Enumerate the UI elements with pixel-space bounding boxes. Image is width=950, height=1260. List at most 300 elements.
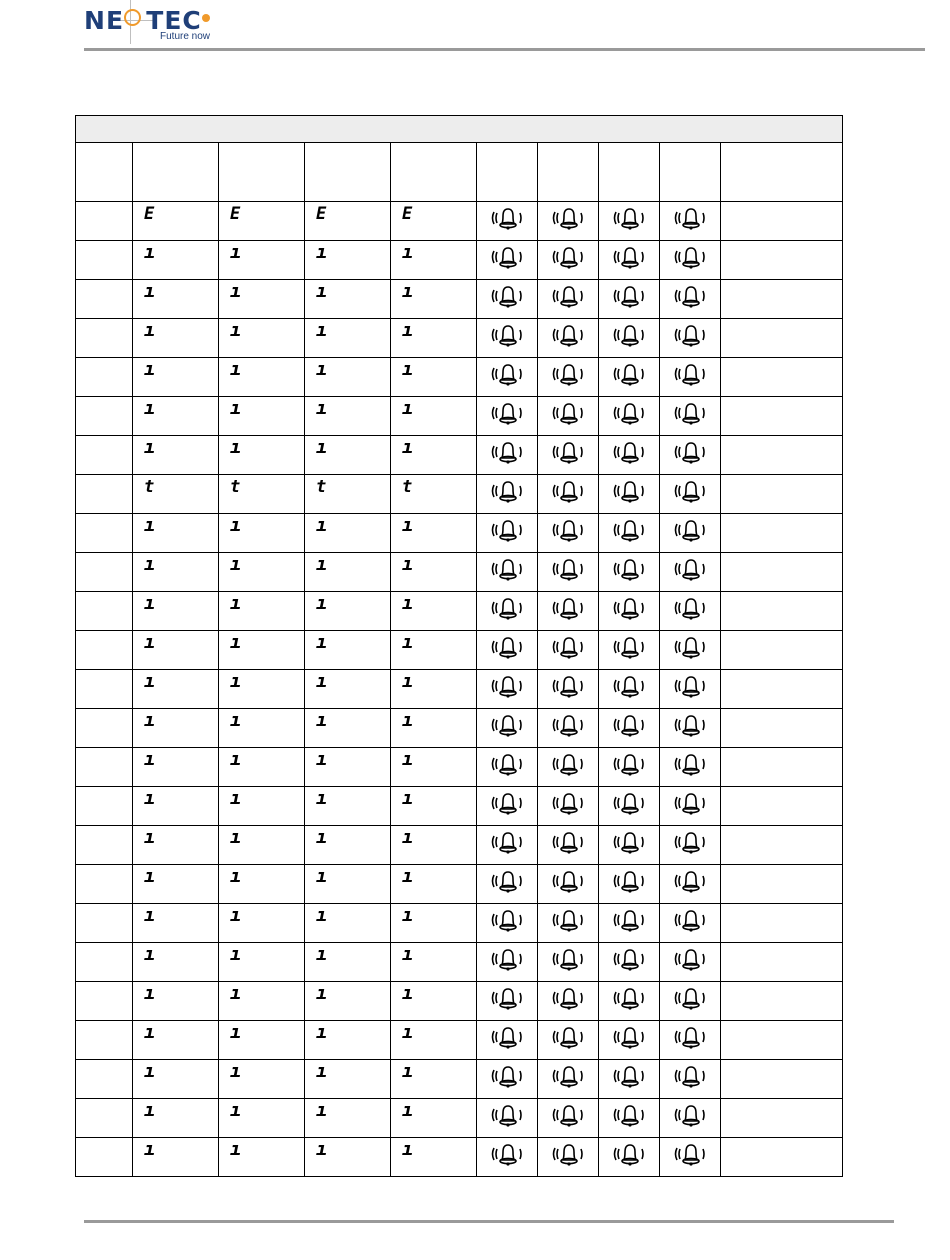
ringing-bell-icon xyxy=(673,829,707,855)
digit-cell xyxy=(219,202,305,241)
digit-cell xyxy=(305,592,391,631)
segment-digit: ı xyxy=(144,514,156,536)
bell-cell xyxy=(477,1060,538,1099)
bell-cell xyxy=(538,514,599,553)
row-label-cell xyxy=(76,904,133,943)
table-row xyxy=(76,982,843,1021)
bell-cell xyxy=(477,865,538,904)
row-label-cell xyxy=(76,1021,133,1060)
segment-digit: ı xyxy=(230,748,242,770)
ringing-bell-icon xyxy=(673,1063,707,1089)
table-row xyxy=(76,358,843,397)
segment-digit: E xyxy=(230,204,241,224)
digit-cell xyxy=(391,787,477,826)
digit-cell xyxy=(219,826,305,865)
bell-cell xyxy=(477,358,538,397)
row-label-cell xyxy=(76,553,133,592)
table-row xyxy=(76,748,843,787)
row-label-cell xyxy=(76,1060,133,1099)
row-label-cell xyxy=(76,280,133,319)
digit-cell xyxy=(133,1099,219,1138)
bell-cell xyxy=(538,1021,599,1060)
digit-cell xyxy=(133,865,219,904)
ringing-bell-icon xyxy=(673,595,707,621)
bell-cell xyxy=(538,1138,599,1177)
digit-cell xyxy=(391,436,477,475)
bell-cell xyxy=(538,280,599,319)
row-label-cell xyxy=(76,1099,133,1138)
bell-cell xyxy=(477,1021,538,1060)
digit-cell xyxy=(305,514,391,553)
bell-cell xyxy=(599,670,660,709)
header-cell xyxy=(305,143,391,202)
digit-cell xyxy=(219,904,305,943)
ringing-bell-icon xyxy=(551,790,585,816)
segment-digit: ı xyxy=(402,280,414,302)
notes-cell xyxy=(721,670,843,709)
ringing-bell-icon xyxy=(612,673,646,699)
header-cell xyxy=(477,143,538,202)
segment-digit: ı xyxy=(230,319,242,341)
bell-cell xyxy=(660,748,721,787)
digit-cell xyxy=(305,631,391,670)
segment-digit: ı xyxy=(144,709,156,731)
table-row xyxy=(76,1060,843,1099)
digit-cell xyxy=(133,358,219,397)
bell-cell xyxy=(660,826,721,865)
digit-cell xyxy=(391,319,477,358)
segment-digit: ı xyxy=(230,1021,242,1043)
digit-cell xyxy=(133,982,219,1021)
segment-digit: ı xyxy=(316,982,328,1004)
ringing-bell-icon xyxy=(490,751,524,777)
segment-digit: ı xyxy=(316,1021,328,1043)
ringing-bell-icon xyxy=(551,829,585,855)
digit-cell xyxy=(133,631,219,670)
ringing-bell-icon xyxy=(490,361,524,387)
bell-cell xyxy=(599,826,660,865)
notes-cell xyxy=(721,1099,843,1138)
notes-cell xyxy=(721,280,843,319)
digit-cell xyxy=(133,592,219,631)
segment-digit: ı xyxy=(144,748,156,770)
digit-cell xyxy=(219,709,305,748)
ringing-bell-icon xyxy=(612,868,646,894)
segment-digit: ı xyxy=(144,553,156,575)
digit-cell xyxy=(133,475,219,514)
ringing-bell-icon xyxy=(612,556,646,582)
bell-cell xyxy=(477,670,538,709)
segment-digit: ı xyxy=(144,241,156,263)
ringing-bell-icon xyxy=(490,400,524,426)
bell-cell xyxy=(599,397,660,436)
digit-cell xyxy=(391,670,477,709)
digit-cell xyxy=(391,631,477,670)
table-row xyxy=(76,202,843,241)
bell-cell xyxy=(660,280,721,319)
header-cell xyxy=(391,143,477,202)
segment-digit: ı xyxy=(316,826,328,848)
segment-digit: t xyxy=(230,477,241,497)
notes-cell xyxy=(721,241,843,280)
segment-digit: ı xyxy=(316,787,328,809)
row-label-cell xyxy=(76,319,133,358)
digit-cell xyxy=(391,1138,477,1177)
ringing-bell-icon xyxy=(490,712,524,738)
ringing-bell-icon xyxy=(551,283,585,309)
header-cell xyxy=(133,143,219,202)
bell-cell xyxy=(660,1060,721,1099)
digit-cell xyxy=(305,397,391,436)
digit-cell xyxy=(219,514,305,553)
segment-digit: ı xyxy=(402,631,414,653)
segment-digit: ı xyxy=(144,280,156,302)
ringing-bell-icon xyxy=(551,556,585,582)
table-row xyxy=(76,436,843,475)
bell-cell xyxy=(538,631,599,670)
segment-digit: ı xyxy=(402,319,414,341)
segment-digit: ı xyxy=(316,553,328,575)
ringing-bell-icon xyxy=(673,400,707,426)
segment-digit: ı xyxy=(144,865,156,887)
bell-cell xyxy=(599,475,660,514)
digit-cell xyxy=(305,943,391,982)
ringing-bell-icon xyxy=(673,946,707,972)
ringing-bell-icon xyxy=(673,244,707,270)
bell-cell xyxy=(477,241,538,280)
bell-cell xyxy=(599,553,660,592)
digit-cell xyxy=(391,748,477,787)
digit-cell xyxy=(219,280,305,319)
table-row xyxy=(76,670,843,709)
digit-cell xyxy=(305,670,391,709)
bell-cell xyxy=(599,709,660,748)
digit-cell xyxy=(133,709,219,748)
ringing-bell-icon xyxy=(490,829,524,855)
bell-cell xyxy=(660,787,721,826)
table-row xyxy=(76,592,843,631)
bell-cell xyxy=(477,631,538,670)
digit-cell xyxy=(219,397,305,436)
digit-cell xyxy=(391,514,477,553)
digit-cell xyxy=(133,1060,219,1099)
bell-cell xyxy=(599,202,660,241)
segment-digit: ı xyxy=(316,280,328,302)
ringing-bell-icon xyxy=(612,829,646,855)
segment-digit: ı xyxy=(230,865,242,887)
bell-cell xyxy=(477,1138,538,1177)
segment-digit: ı xyxy=(144,1099,156,1121)
segment-digit: ı xyxy=(144,592,156,614)
bell-cell xyxy=(538,358,599,397)
bell-cell xyxy=(477,826,538,865)
segment-digit: ı xyxy=(402,982,414,1004)
ringing-bell-icon xyxy=(612,790,646,816)
bell-cell xyxy=(599,631,660,670)
ringing-bell-icon xyxy=(490,1063,524,1089)
bell-cell xyxy=(477,319,538,358)
ringing-bell-icon xyxy=(612,946,646,972)
ringing-bell-icon xyxy=(490,1141,524,1167)
digit-cell xyxy=(391,982,477,1021)
segment-digit: ı xyxy=(144,436,156,458)
digit-cell xyxy=(305,241,391,280)
bell-cell xyxy=(477,475,538,514)
ringing-bell-icon xyxy=(490,283,524,309)
bell-cell xyxy=(599,904,660,943)
ringing-bell-icon xyxy=(490,634,524,660)
digit-cell xyxy=(219,1060,305,1099)
digit-cell xyxy=(391,826,477,865)
digit-cell xyxy=(305,1021,391,1060)
segment-digit: ı xyxy=(230,397,242,419)
bell-cell xyxy=(660,592,721,631)
row-label-cell xyxy=(76,202,133,241)
ringing-bell-icon xyxy=(673,790,707,816)
table-row xyxy=(76,319,843,358)
bell-cell xyxy=(538,397,599,436)
digit-cell xyxy=(391,865,477,904)
ringing-bell-icon xyxy=(490,478,524,504)
ringing-bell-icon xyxy=(673,673,707,699)
digit-cell xyxy=(219,553,305,592)
ringing-bell-icon xyxy=(612,1024,646,1050)
table-row xyxy=(76,709,843,748)
bell-cell xyxy=(538,553,599,592)
ringing-bell-icon xyxy=(612,322,646,348)
notes-cell xyxy=(721,397,843,436)
ringing-bell-icon xyxy=(673,361,707,387)
segment-digit: ı xyxy=(316,943,328,965)
row-label-cell xyxy=(76,397,133,436)
ringing-bell-icon xyxy=(673,1102,707,1128)
ringing-bell-icon xyxy=(551,868,585,894)
bell-cell xyxy=(599,1099,660,1138)
digit-cell xyxy=(391,475,477,514)
header-cell xyxy=(219,143,305,202)
ringing-bell-icon xyxy=(490,790,524,816)
segment-digit: ı xyxy=(316,1099,328,1121)
notes-cell xyxy=(721,748,843,787)
segment-digit: ı xyxy=(316,1060,328,1082)
segment-digit: ı xyxy=(402,1021,414,1043)
table-row xyxy=(76,1021,843,1060)
ringing-bell-icon xyxy=(673,556,707,582)
ringing-bell-icon xyxy=(551,712,585,738)
ringing-bell-icon xyxy=(551,907,585,933)
ringing-bell-icon xyxy=(612,205,646,231)
digit-cell xyxy=(219,943,305,982)
digit-cell xyxy=(305,865,391,904)
segment-digit: ı xyxy=(144,982,156,1004)
ringing-bell-icon xyxy=(551,946,585,972)
segment-digit: ı xyxy=(402,865,414,887)
digit-cell xyxy=(391,358,477,397)
header-rule xyxy=(84,48,925,51)
digit-cell xyxy=(219,670,305,709)
segment-digit: ı xyxy=(316,436,328,458)
digit-cell xyxy=(133,319,219,358)
logo-tagline: Future now xyxy=(160,31,211,42)
segment-digit: ı xyxy=(144,631,156,653)
digit-cell xyxy=(305,787,391,826)
digit-cell xyxy=(219,631,305,670)
ringing-bell-icon xyxy=(673,985,707,1011)
bell-cell xyxy=(477,436,538,475)
ringing-bell-icon xyxy=(612,712,646,738)
segment-digit: ı xyxy=(144,1021,156,1043)
bell-cell xyxy=(599,1060,660,1099)
table-row xyxy=(76,553,843,592)
bell-cell xyxy=(599,319,660,358)
row-label-cell xyxy=(76,982,133,1021)
bell-cell xyxy=(660,397,721,436)
bell-cell xyxy=(599,514,660,553)
ringing-bell-icon xyxy=(490,1102,524,1128)
segment-digit: ı xyxy=(230,592,242,614)
ringing-bell-icon xyxy=(551,361,585,387)
digit-cell xyxy=(133,202,219,241)
bell-cell xyxy=(538,436,599,475)
bell-cell xyxy=(660,1099,721,1138)
segment-digit: ı xyxy=(230,826,242,848)
row-label-cell xyxy=(76,826,133,865)
row-label-cell xyxy=(76,631,133,670)
table-header-row xyxy=(76,143,843,202)
segment-digit: ı xyxy=(402,436,414,458)
digit-cell xyxy=(391,904,477,943)
segment-digit: ı xyxy=(316,397,328,419)
ringing-bell-icon xyxy=(612,361,646,387)
segment-digit: ı xyxy=(230,280,242,302)
bell-cell xyxy=(599,748,660,787)
segment-digit: ı xyxy=(402,826,414,848)
segment-digit: ı xyxy=(316,358,328,380)
bell-cell xyxy=(660,319,721,358)
ringing-bell-icon xyxy=(612,1063,646,1089)
digit-cell xyxy=(391,709,477,748)
digit-cell xyxy=(133,436,219,475)
ringing-bell-icon xyxy=(490,205,524,231)
segment-digit: ı xyxy=(402,670,414,692)
ringing-bell-icon xyxy=(490,1024,524,1050)
segment-digit: ı xyxy=(316,1138,328,1160)
ringing-bell-icon xyxy=(551,439,585,465)
ringing-bell-icon xyxy=(612,283,646,309)
ringing-bell-icon xyxy=(551,205,585,231)
bell-cell xyxy=(477,904,538,943)
digit-cell xyxy=(133,1021,219,1060)
segment-digit: E xyxy=(144,204,155,224)
table-row xyxy=(76,631,843,670)
table-title-row xyxy=(76,116,843,143)
ringing-bell-icon xyxy=(551,478,585,504)
bell-cell xyxy=(477,397,538,436)
segment-digit: ı xyxy=(316,709,328,731)
notes-cell xyxy=(721,904,843,943)
bell-cell xyxy=(660,241,721,280)
segment-digit: ı xyxy=(144,904,156,926)
notes-cell xyxy=(721,631,843,670)
segment-digit: ı xyxy=(316,904,328,926)
digit-cell xyxy=(391,397,477,436)
bell-cell xyxy=(538,787,599,826)
segment-digit: ı xyxy=(230,1060,242,1082)
bell-cell xyxy=(660,904,721,943)
segment-digit: ı xyxy=(402,904,414,926)
segment-digit: ı xyxy=(144,826,156,848)
segment-digit: ı xyxy=(144,358,156,380)
row-label-cell xyxy=(76,865,133,904)
digit-cell xyxy=(305,826,391,865)
segment-digit: ı xyxy=(144,787,156,809)
bell-cell xyxy=(477,943,538,982)
segment-digit: ı xyxy=(144,397,156,419)
ringing-bell-icon xyxy=(551,751,585,777)
bell-cell xyxy=(538,670,599,709)
segment-digit: ı xyxy=(144,1060,156,1082)
digit-cell xyxy=(219,1099,305,1138)
ringing-bell-icon xyxy=(490,868,524,894)
digit-cell xyxy=(305,280,391,319)
bell-cell xyxy=(599,787,660,826)
bell-cell xyxy=(660,982,721,1021)
ringing-bell-icon xyxy=(612,751,646,777)
bell-cell xyxy=(660,475,721,514)
ringing-bell-icon xyxy=(673,283,707,309)
digit-cell xyxy=(219,748,305,787)
digit-cell xyxy=(305,553,391,592)
header-cell xyxy=(599,143,660,202)
segment-digit: ı xyxy=(316,865,328,887)
bell-cell xyxy=(477,553,538,592)
digit-cell xyxy=(305,709,391,748)
digit-cell xyxy=(219,982,305,1021)
bell-cell xyxy=(538,826,599,865)
ringing-bell-icon xyxy=(612,244,646,270)
table-row xyxy=(76,397,843,436)
ringing-bell-icon xyxy=(612,985,646,1011)
digit-cell xyxy=(391,280,477,319)
digit-cell xyxy=(305,1099,391,1138)
bell-cell xyxy=(477,514,538,553)
ringing-bell-icon xyxy=(551,244,585,270)
ringing-bell-icon xyxy=(551,1102,585,1128)
segment-digit: ı xyxy=(402,241,414,263)
ringing-bell-icon xyxy=(551,400,585,426)
bell-cell xyxy=(599,241,660,280)
ringing-bell-icon xyxy=(612,400,646,426)
ringing-bell-icon xyxy=(673,751,707,777)
segment-digit: ı xyxy=(230,358,242,380)
bell-cell xyxy=(599,865,660,904)
digit-cell xyxy=(133,1138,219,1177)
digit-cell xyxy=(133,514,219,553)
bell-cell xyxy=(599,943,660,982)
digit-cell xyxy=(219,787,305,826)
bell-cell xyxy=(599,358,660,397)
ringing-bell-icon xyxy=(673,322,707,348)
bell-cell xyxy=(660,514,721,553)
digit-cell xyxy=(305,319,391,358)
ringing-bell-icon xyxy=(612,1141,646,1167)
table-row xyxy=(76,787,843,826)
digit-cell xyxy=(391,1060,477,1099)
notes-cell xyxy=(721,787,843,826)
notes-cell xyxy=(721,436,843,475)
digit-cell xyxy=(391,1099,477,1138)
bell-cell xyxy=(660,358,721,397)
